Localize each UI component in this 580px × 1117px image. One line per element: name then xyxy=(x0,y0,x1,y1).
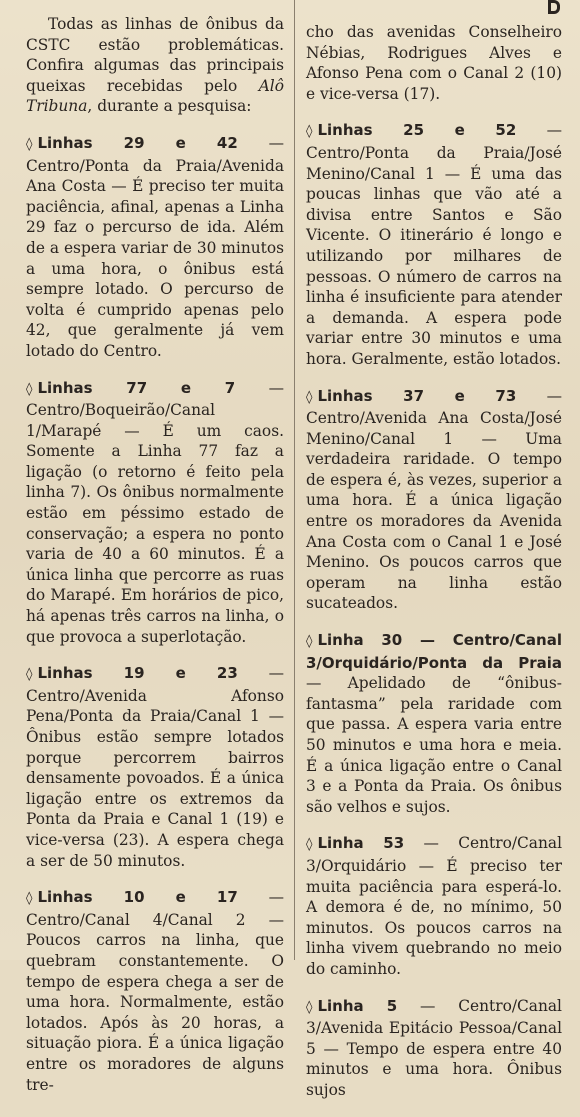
diamond-bullet-icon: ◊ xyxy=(26,136,33,152)
entry-heading: Linhas 29 e 42 xyxy=(37,133,238,152)
bus-line-entry xyxy=(306,630,562,817)
bus-line-entry xyxy=(26,887,284,1095)
entry-body: — Centro/Canal 3/Avenida Epitácio Pessoa/Canal 5 — Tempo de espera entre 40 minutos e uma hora. Ônibus sujos xyxy=(306,996,562,1099)
entry-body: — Apelidado de “ônibus-fantasma” pela raridade com que passa. A espera varia entre 50 minutos e uma hora e meia. É a única ligação entre o Canal 3 e a Ponta da Praia. Os ônibus são velhos e sujos. xyxy=(306,674,562,816)
entry-heading: Linhas 19 e 23 xyxy=(37,664,238,683)
entry-body: — Centro/Canal 3/Orquidário — É preciso ter muita paciência para esperá-lo. A demora é de, no mínimo, 50 minutos. Os poucos carros na linha vivem quebrando no meio do caminho. xyxy=(306,834,562,978)
entry-body: — Centro/Avenida Afonso Pena/Ponta da Praia/Canal 1 — Ônibus estão sempre lotados porque percorrem bairros densamente povoados. É a única ligação entre os extremos da Ponta da Praia e Canal 1 (19) e vice-versa (23). A espera chega a ser de 50 minutos. xyxy=(26,664,284,870)
bus-line-entry xyxy=(306,833,562,979)
entry-heading: Linha 5 xyxy=(317,996,398,1015)
entry-body: — Centro/Boqueirão/Canal 1/Marapé — É um caos. Somente a Linha 77 faz a ligação (o retorno é feito pela linha 7). Os ônibus normalmente estão em péssimo estado de conservação; a espera no ponto varia de 40 a 60 minutos. É a única linha que percorre as ruas do Marapé. Em horários de pico, há apenas três carros na linha, o que provoca a superlotação. xyxy=(26,378,284,646)
bus-line-entry xyxy=(306,120,562,369)
intro-text-after: , durante a pesquisa: xyxy=(87,97,252,116)
intro-text-before: Todas as linhas de ônibus da CSTC estão problemáticas. Confira algumas das principais queixas recebidas pelo xyxy=(26,15,284,95)
entry-heading: Linhas 77 e 7 xyxy=(37,378,236,397)
diamond-bullet-icon: ◊ xyxy=(306,999,313,1015)
cropped-letter-mark xyxy=(548,0,561,14)
entry-body: — Centro/Ponta da Praia/Avenida Ana Costa — É preciso ter muita paciência, afinal, apenas a Linha 29 faz o percurso de ida. Além de a espera variar de 30 minutos a uma hora, o ônibus está sempre lotado. O percurso de volta é cumprido apenas pelo 42, que geralmente já vem lotado do Centro. xyxy=(26,133,284,360)
diamond-bullet-icon: ◊ xyxy=(306,389,313,405)
diamond-bullet-icon: ◊ xyxy=(26,381,33,397)
diamond-bullet-icon: ◊ xyxy=(306,837,313,853)
bus-line-entry xyxy=(306,386,562,615)
intro-paragraph xyxy=(26,14,284,117)
entry-body: — Centro/Ponta da Praia/José Menino/Canal 1 — É uma das poucas linhas que vão até a divisa entre Santos e São Vicente. O itinerário é longo e utilizando por milhares de pessoas. O número de carros na linha é insuficiente para atender a demanda. A espera pode variar entre 30 minutos e uma hora. Geralmente, estão lotados. xyxy=(306,121,562,368)
entry-heading: Linhas 37 e 73 xyxy=(317,386,517,405)
column-divider xyxy=(294,0,295,960)
entry-heading: Linha 30 — Centro/Canal 3/Orquidário/Ponta da Praia xyxy=(306,631,562,672)
diamond-bullet-icon: ◊ xyxy=(26,891,33,907)
entry-heading: Linha 53 xyxy=(317,834,405,853)
right-column xyxy=(306,22,562,1117)
publication-name: Alô Tribuna xyxy=(26,76,284,116)
diamond-bullet-icon: ◊ xyxy=(306,634,313,650)
bus-line-entry xyxy=(26,663,284,871)
left-column xyxy=(26,14,284,1111)
bus-line-entry xyxy=(26,133,284,362)
diamond-bullet-icon: ◊ xyxy=(306,124,313,140)
entry-body: — Centro/Canal 4/Canal 2 — Poucos carros na linha, que quebram constantemente. O tempo de espera chega a ser de uma hora. Normalmente, estão lotados. Após às 20 horas, a situação piora. É a única ligação entre os moradores de alguns tre- xyxy=(26,888,284,1094)
entry-body: — Centro/Avenida Ana Costa/José Menino/Canal 1 — Uma verdadeira raridade. O tempo de espera é, às vezes, superior a uma hora. É a única ligação entre os moradores da Avenida Ana Costa com o Canal 1 e José Menino. Os poucos carros que operam na linha estão sucateados. xyxy=(306,386,562,613)
continued-paragraph: cho das avenidas Conselheiro Nébias, Rodrigues Alves e Afonso Pena com o Canal 2 (10) e vice-versa (17). xyxy=(306,23,562,103)
entry-heading: Linhas 10 e 17 xyxy=(37,888,238,907)
bus-line-entry xyxy=(26,378,284,648)
diamond-bullet-icon: ◊ xyxy=(26,667,33,683)
bus-line-entry xyxy=(306,996,562,1101)
entry-heading: Linhas 25 e 52 xyxy=(317,121,517,140)
